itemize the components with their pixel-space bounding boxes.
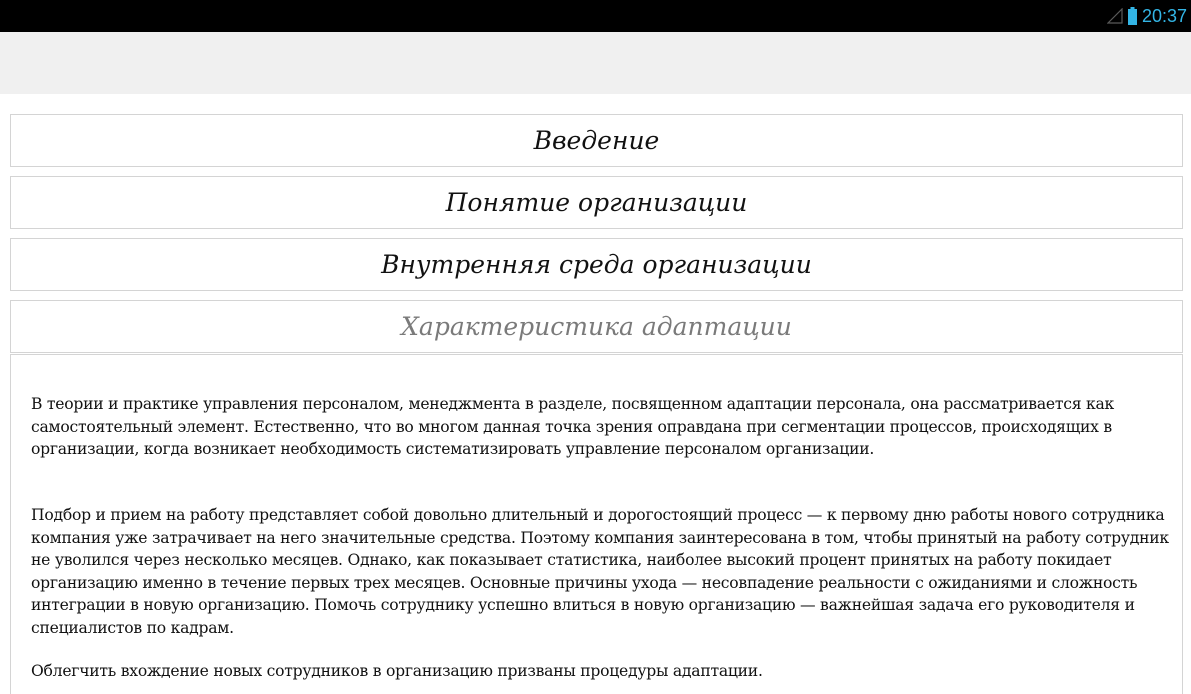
section-header-introduction[interactable]: Введение xyxy=(10,114,1183,167)
clock: 20:37 xyxy=(1141,6,1187,26)
action-bar xyxy=(0,32,1191,94)
signal-icon xyxy=(1107,8,1123,24)
battery-icon xyxy=(1128,7,1137,25)
section-content xyxy=(10,354,1183,694)
article-paragraph: В теории и практике управления персоналом, менеджмента в разделе, посвященном адаптации персонала, она рассматривается как самостоятельный элемент. Естественно, что во многом данная точка зрения оправдана при сегментации процессов, происходящих в организации, когда возникает необходимость систематизировать управление персоналом организации. xyxy=(31,395,1115,458)
section-header-internal-environment[interactable]: Внутренняя среда организации xyxy=(10,238,1183,291)
content-area xyxy=(0,94,1191,684)
section-header-organization-concept[interactable]: Понятие организации xyxy=(10,176,1183,229)
article-paragraph: Подбор и прием на работу представляет собой довольно длительный и дорогостоящий процесс — к первому дню работы нового сотрудника компания уже затрачивает на него значительные средства. Поэтому компания заинтересована в том, чтобы принятый на работу сотрудник не уволился через несколько месяцев. Однако, как показывает статистика, наиболее высокий процент принятых на работу покидает организацию именно в течение первых трех месяцев. Основные причины ухода — несовпадение реальности с ожиданиями и сложность интеграции в новую организацию. Помочь сотруднику успешно влиться в новую организацию — важнейшая задача его руководителя и специалистов по кадрам. xyxy=(31,506,1169,637)
status-bar xyxy=(0,0,1191,32)
article-paragraph: Облегчить вхождение новых сотрудников в организацию призваны процедуры адаптации. xyxy=(31,662,763,680)
status-icons xyxy=(1107,0,1187,32)
section-header-adaptation[interactable]: Характеристика адаптации xyxy=(10,300,1183,353)
